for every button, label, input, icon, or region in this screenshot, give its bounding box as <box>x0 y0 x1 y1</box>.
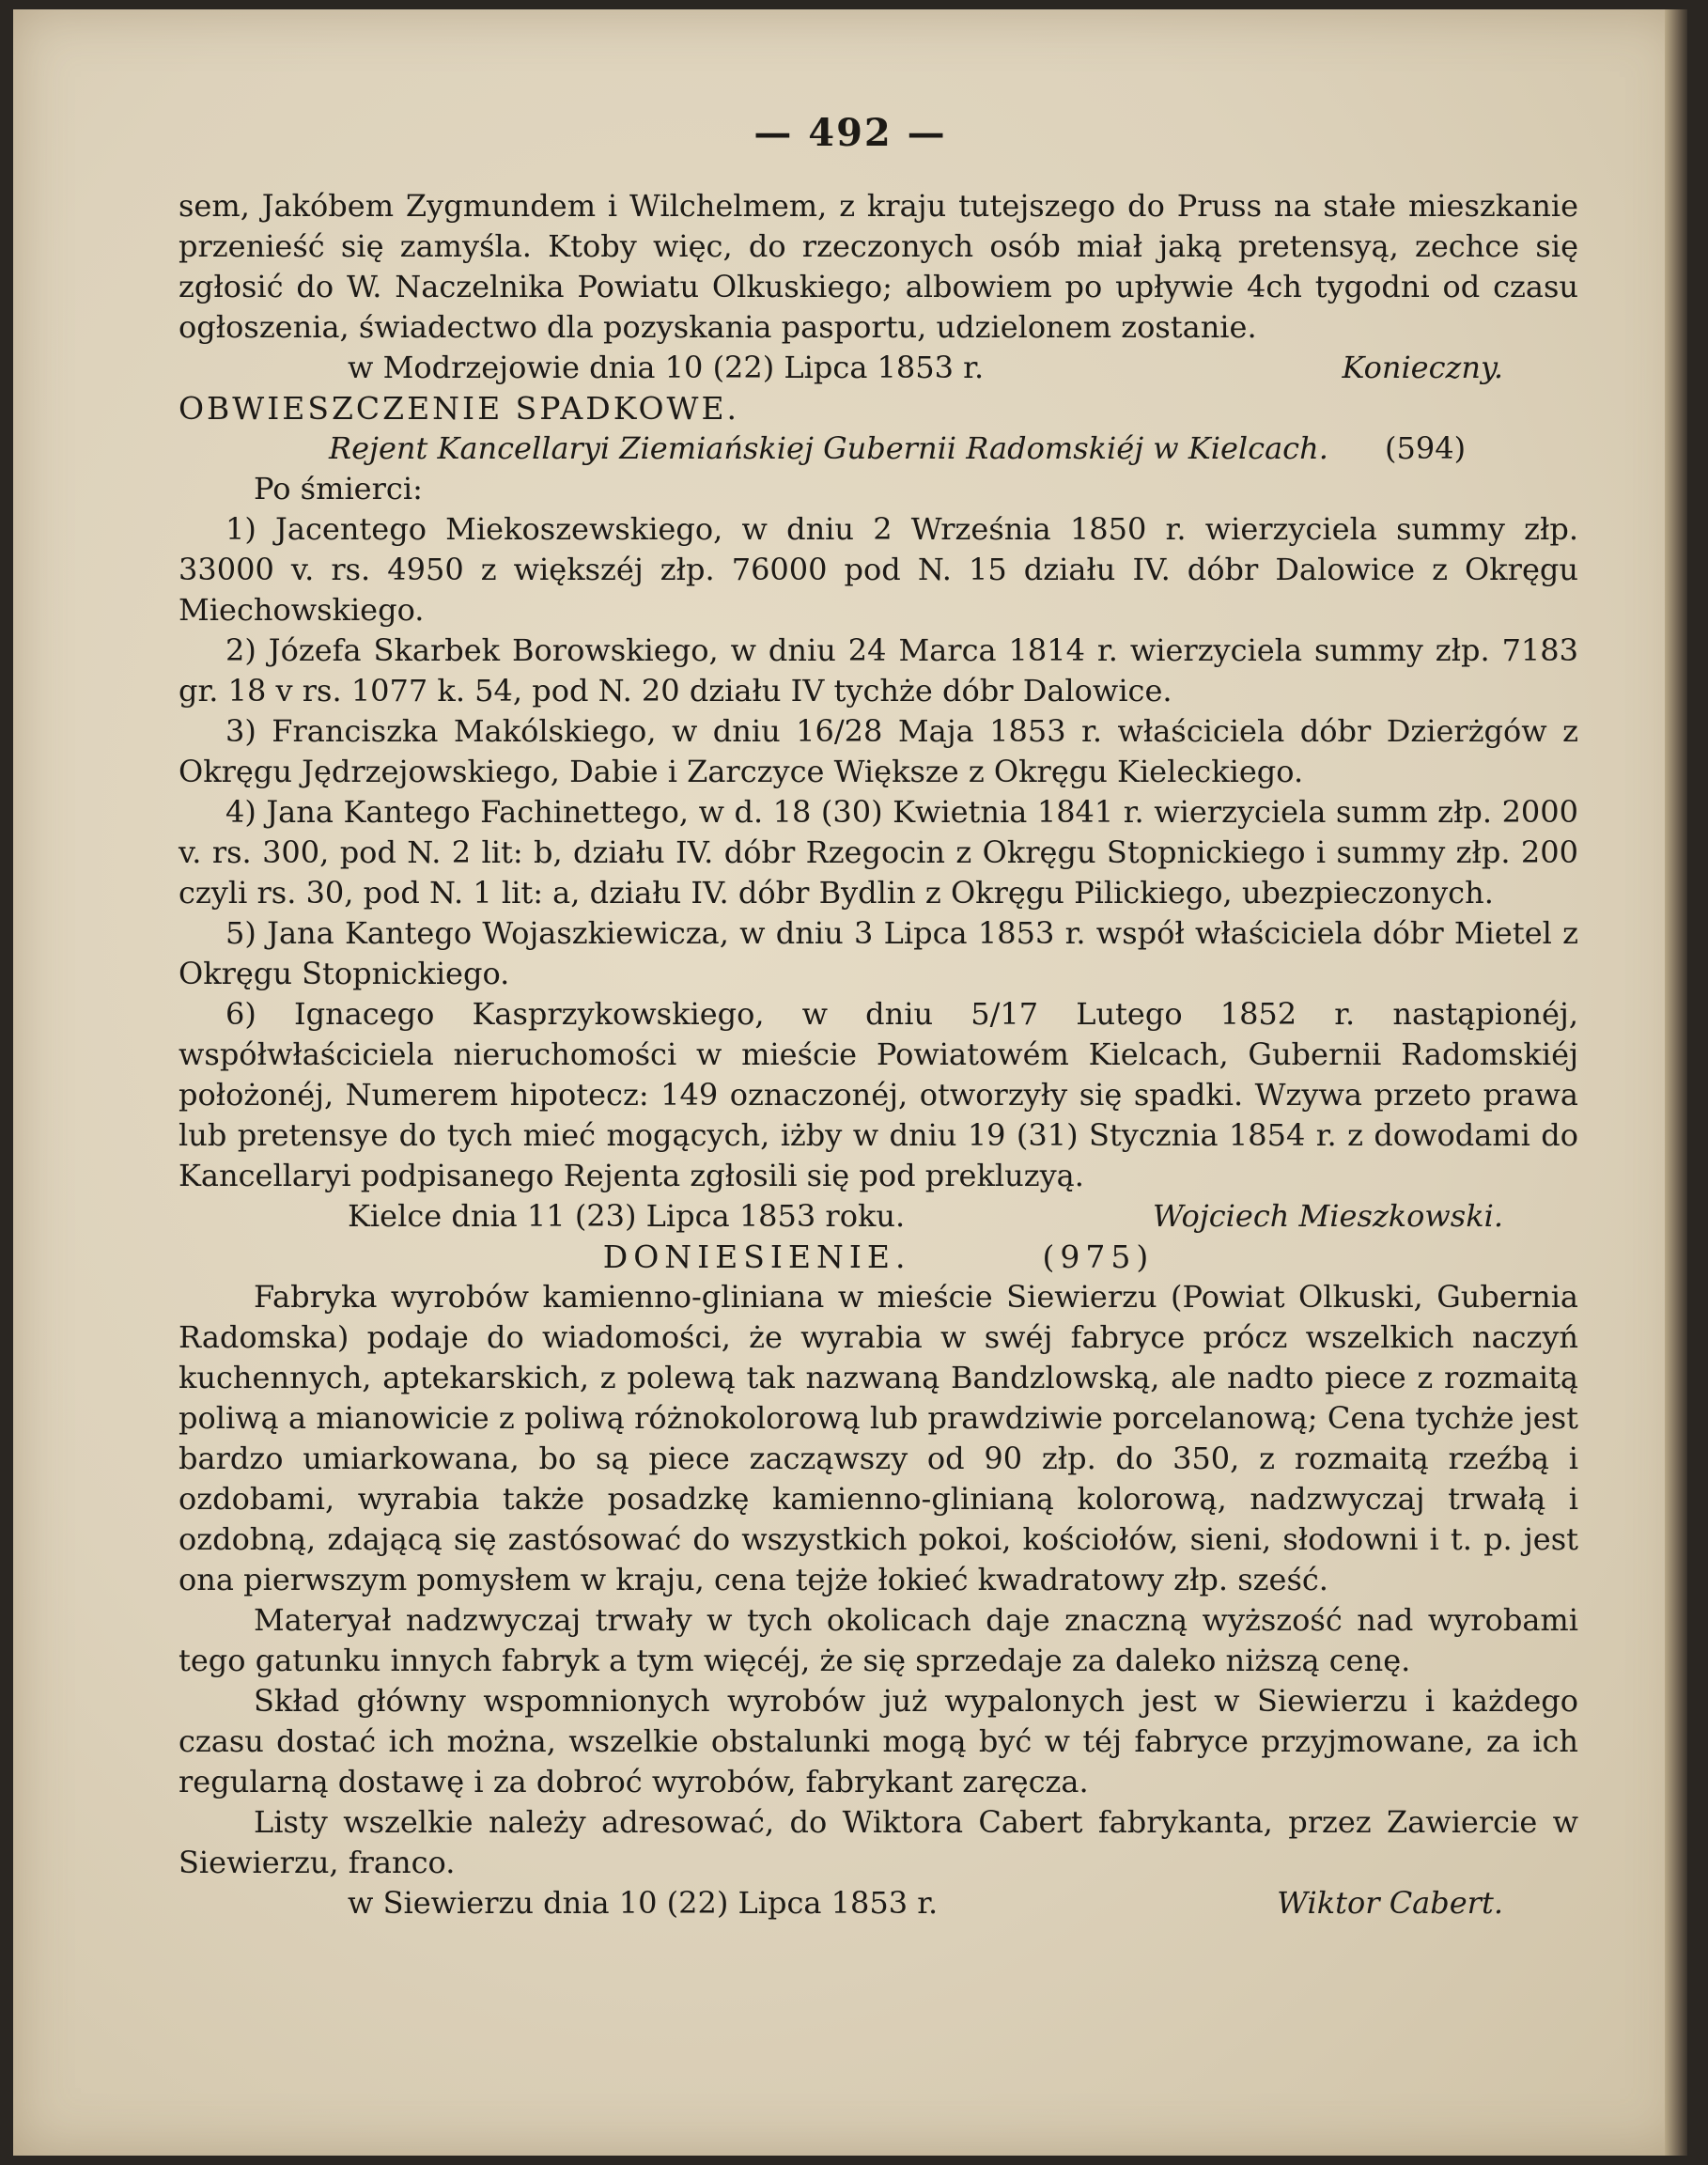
notice1-item: 5) Jana Kantego Wojaszkiewicza, w dniu 3 Lipca 1853 r. współ właściciela dóbr Mietel z Okręgu Stopnickiego. <box>179 915 1578 991</box>
notice2-number: (975) <box>1042 1238 1155 1275</box>
notice1-signature: Wojciech Mieszkowski. <box>1152 1198 1503 1234</box>
notice1-item: 1) Jacentego Miekoszewskiego, w dniu 2 Września 1850 r. wierzyciela summy złp. 33000 v. rs. 4950 z większéj złp. 76000 pod N. 15 działu IV. dóbr Dalowice z Okręgu Miechowskiego. <box>179 511 1578 628</box>
notice1-item: 6) Ignacego Kasprzykowskiego, w dniu 5/17 Lutego 1852 r. nastąpionéj, współwłaściciela nieruchomości w mieście Powiatowém Kielcach, Gubernii Radomskiéj położonéj, Numerem hipotecz: 149 oznaczonéj, otworzyły się spadki. Wzywa przeto prawa lub pretensye do tych mieć mogących, iżby w dniu 19 (31) Stycznia 1854 r. z dowodami do Kancellaryi podpisanego Rejenta zgłosili się pod prekluzyą. <box>179 996 1578 1193</box>
intro-signature: Konieczny. <box>1342 350 1503 385</box>
newspaper-page <box>13 9 1687 2156</box>
notice1-item: 4) Jana Kantego Fachinettego, w d. 18 (30) Kwietnia 1841 r. wierzyciela summ złp. 2000 v. rs. 300, pod N. 2 lit: b, działu IV. dóbr Rzegocin z Okręgu Stopnickiego i summy złp. 200 czyli rs. 30, pod N. 1 lit: a, działu IV. dóbr Bydlin z Okręgu Pilickiego, ubezpieczonych. <box>179 794 1578 911</box>
intro-signature-line <box>179 348 1578 388</box>
notice1-lead: Po śmierci: <box>254 471 423 506</box>
page-number: — 492 — <box>753 111 947 155</box>
notice2-title: DONIESIENIE. <box>602 1238 911 1275</box>
page-content <box>179 186 1578 1924</box>
page-spine <box>1665 9 1687 2156</box>
notice2-paragraph: Skład główny wspomnionych wyrobów już wypalonych jest w Siewierzu i każdego czasu dostać ich można, wszelkie obstalunki mogą być w téj fabryce przyjmowane, za ich regularną dostawę i za dobroć wyrobów, fabrykant zaręcza. <box>179 1683 1578 1799</box>
notice1-place-date: Kielce dnia 11 (23) Lipca 1853 roku. <box>348 1198 906 1234</box>
notice1-signature-line <box>179 1196 1578 1237</box>
notice1-item: 2) Józefa Skarbek Borowskiego, w dniu 24 Marca 1814 r. wierzyciela summy złp. 7183 gr. 18 v rs. 1077 k. 54, pod N. 20 działu IV tychże dóbr Dalowice. <box>179 632 1578 709</box>
notice2-signature: Wiktor Cabert. <box>1277 1885 1503 1921</box>
notice2-paragraph: Materyał nadzwyczaj trwały w tych okolicach daje znaczną wyższość nad wyrobami tego gatunku innych fabryk a tym więcéj, że się sprzedaje za daleko niższą cenę. <box>179 1602 1578 1678</box>
notice2-signature-line <box>179 1883 1578 1924</box>
notice2-place-date: w Siewierzu dnia 10 (22) Lipca 1853 r. <box>348 1885 939 1921</box>
notice1-subtitle-line <box>179 428 1578 469</box>
intro-place-date: w Modrzejowie dnia 10 (22) Lipca 1853 r. <box>348 350 985 385</box>
notice1-title: OBWIESZCZENIE SPADKOWE. <box>179 390 740 427</box>
notice2-paragraph: Listy wszelkie należy adresować, do Wiktora Cabert fabrykanta, przez Zawiercie w Siewierzu, franco. <box>179 1804 1578 1880</box>
notice1-item: 3) Franciszka Makólskiego, w dniu 16/28 Maja 1853 r. właściciela dóbr Dzierżgów z Okręgu Jędrzejowskiego, Dabie i Zarczyce Większe z Okręgu Kieleckiego. <box>179 713 1578 789</box>
notice2-heading <box>179 1237 1578 1277</box>
intro-paragraph: sem, Jakóbem Zygmundem i Wilchelmem, z kraju tutejszego do Pruss na stałe mieszkanie przenieść się zamyśla. Ktoby więc, do rzeczonych osób miał jaką pretensyą, zechce się zgłosić do W. Naczelnika Powiatu Olkuskiego; albowiem po upływie 4ch tygodni od czasu ogłoszenia, świadectwo dla pozyskania pasportu, udzielonem zostanie. <box>179 188 1578 345</box>
notice2-paragraph: Fabryka wyrobów kamienno-gliniana w mieście Siewierzu (Powiat Olkuski, Gubernia Radomska) podaje do wiadomości, że wyrabia w swéj fabryce prócz wszelkich naczyń kuchennych, aptekarskich, z polewą tak nazwaną Bandzlowską, ale nadto piece z rozmaitą poliwą a mianowicie z poliwą różnokolorową lub prawdziwie porcelanową; Cena tychże jest bardzo umiarkowana, bo są piece zacząwszy od 90 złp. do 350, z rozmaitą rzeźbą i ozdobami, wyrabia także posadzkę kamienno-glinianą kolorową, nadzwyczaj trwałą i ozdobną, zdającą się zastósować do wszystkich pokoi, kościołów, sieni, słodowni i t. p. jest ona pierwszym pomysłem w kraju, cena tejże łokieć kwadratowy złp. sześć. <box>179 1279 1578 1597</box>
notice1-number: (594) <box>1385 430 1467 466</box>
notice1-subtitle: Rejent Kancellaryi Ziemiańskiej Gubernii Radomskiéj w Kielcach. <box>329 430 1328 466</box>
